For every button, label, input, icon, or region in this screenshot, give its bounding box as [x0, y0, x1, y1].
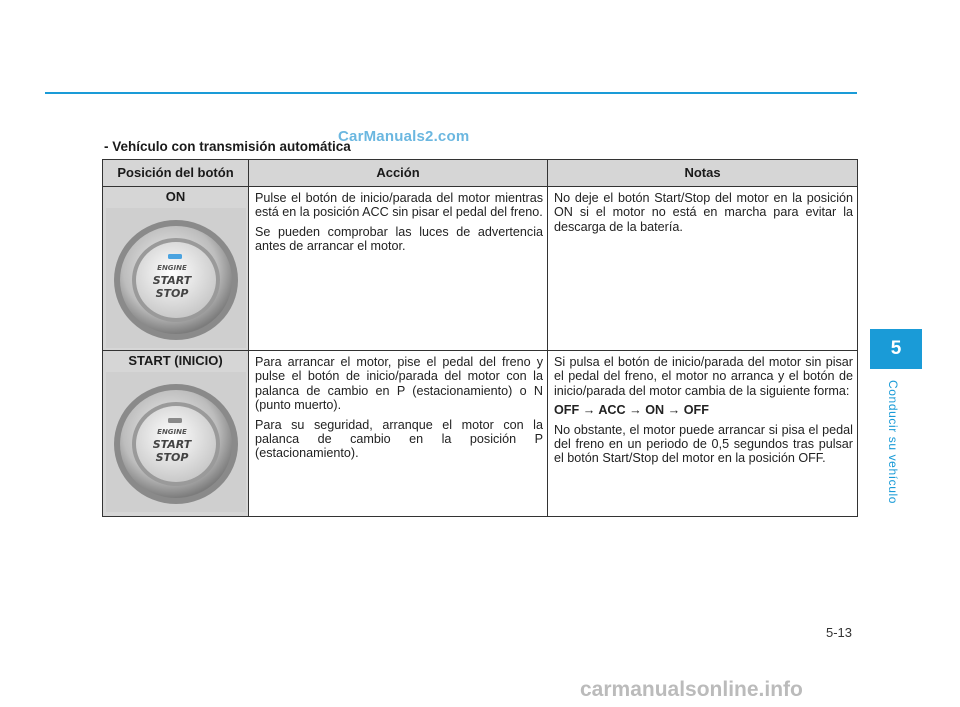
engine-start-stop-button-image: [106, 208, 246, 348]
action-cell: [249, 187, 548, 351]
action-text: Se pueden comprobar las luces de advertencia antes de arrancar el motor.: [255, 224, 543, 254]
mode-acc: ACC: [598, 403, 626, 418]
button-text-stop: STOP: [155, 287, 188, 301]
notes-text: No obstante, el motor puede arrancar si pisa el pedal del freno en un periodo de 0,5 segundos tras pulsar el botón Start/Stop del motor en la posición OFF.: [554, 422, 853, 466]
arrow-right-icon: →: [629, 403, 642, 418]
chapter-label: Conducir su vehículo: [886, 380, 900, 505]
position-cell: [103, 187, 249, 351]
page-number: 5-13: [826, 625, 853, 640]
button-text-engine: ENGINE: [156, 264, 187, 273]
mode-on: ON: [645, 403, 665, 418]
engine-button-table: [102, 159, 858, 517]
notes-cell: [548, 351, 858, 517]
header-rule: [45, 92, 857, 94]
action-text: Pulse el botón de inicio/parada del motor mientras está en la posición ACC sin pisar el pedal del freno.: [255, 191, 543, 220]
button-text-engine: ENGINE: [156, 428, 187, 437]
mode-off-final: OFF: [683, 403, 709, 418]
header-notes: Notas: [548, 160, 858, 187]
button-text-start: START: [152, 438, 191, 452]
notes-text: No deje el botón Start/Stop del motor en la posición ON si el motor no está en marcha para evitar la descarga de la batería.: [554, 191, 853, 234]
watermark-top[interactable]: CarManuals2.com: [338, 128, 470, 145]
table-row: [103, 351, 858, 517]
action-text: Para su seguridad, arranque el motor con la palanca de cambio en la posición P (estacionamiento).: [255, 417, 543, 461]
header-position: Posición del botón: [103, 160, 249, 187]
chapter-tab: 5: [870, 329, 922, 369]
mode-off: OFF: [554, 403, 580, 418]
header-action: Acción: [249, 160, 548, 187]
notes-text: Si pulsa el botón de inicio/parada del motor sin pisar el pedal del freno, el motor no arranca y el botón de inicio/parada del motor cambia de la siguiente forma:: [554, 355, 853, 398]
action-cell: [249, 351, 548, 517]
position-cell: [103, 351, 249, 517]
mode-sequence: [554, 403, 853, 417]
notes-cell: [548, 187, 858, 351]
action-text: Para arrancar el motor, pise el pedal del freno y pulse el botón de inicio/parada del motor con la palanca de cambio en P (estacionamiento) o N (punto muerto).: [255, 355, 543, 413]
arrow-right-icon: →: [582, 403, 596, 418]
button-text-start: START: [152, 274, 191, 288]
button-text-stop: STOP: [155, 451, 188, 465]
watermark-bottom[interactable]: carmanualsonline.info: [580, 678, 803, 701]
position-label: ON: [165, 189, 186, 204]
section-subtitle: - Vehículo con transmisión automática: [104, 139, 351, 154]
engine-start-stop-button-image: [106, 372, 246, 512]
table-header-row: [103, 160, 858, 187]
table-row: [103, 187, 858, 351]
position-label: START (INICIO): [128, 353, 223, 368]
arrow-right-icon: →: [667, 403, 681, 418]
